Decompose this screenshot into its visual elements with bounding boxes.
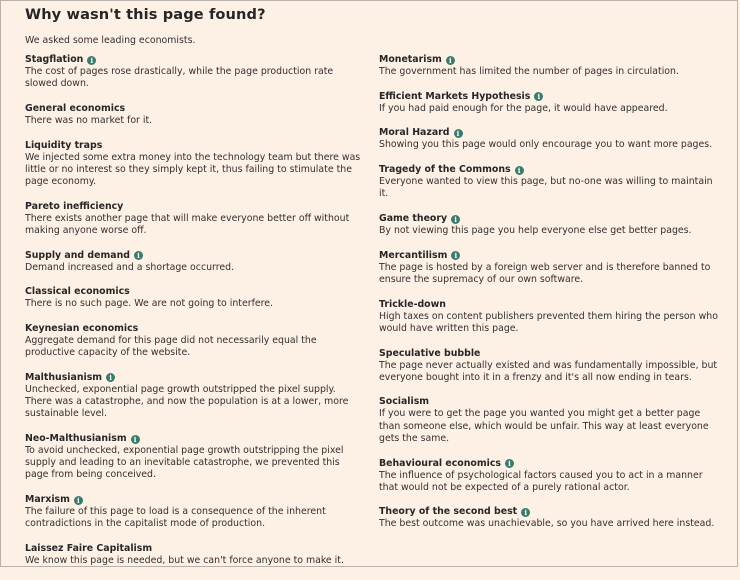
info-icon[interactable]: i bbox=[505, 459, 514, 468]
entry-term bbox=[379, 164, 719, 176]
entry-term-label: Trickle-down bbox=[379, 298, 446, 310]
entry-description: Demand increased and a shortage occurred. bbox=[25, 261, 235, 273]
entry-term bbox=[25, 323, 365, 335]
entry-term-label: Moral Hazard bbox=[379, 127, 450, 139]
entry-pareto-inefficiency bbox=[25, 201, 365, 237]
entry-term bbox=[379, 127, 719, 139]
entry-speculative-bubble bbox=[379, 348, 719, 384]
entry-term-label: Marxism bbox=[25, 494, 70, 506]
entry-term bbox=[25, 54, 365, 66]
entry-term-label: Pareto inefficiency bbox=[25, 200, 124, 212]
entry-description: To avoid unchecked, exponential page growth outstripping the pixel supply and leading to an inevitable catastrophe, we prevented this page from being conceived. bbox=[25, 445, 344, 481]
entry-term-label: Supply and demand bbox=[25, 249, 130, 261]
page-intro: We asked some leading economists. bbox=[25, 35, 196, 46]
entry-term-label: General economics bbox=[25, 102, 126, 114]
entry-description: We injected some extra money into the technology team but there was little or no interest so they simply kept it, thus failing to stimulate the page economy. bbox=[25, 151, 361, 188]
info-icon[interactable]: i bbox=[74, 496, 83, 505]
info-icon[interactable]: i bbox=[451, 215, 460, 224]
entry-term-label: Keynesian economics bbox=[25, 323, 139, 335]
entry-term-label: Theory of the second best bbox=[379, 506, 518, 518]
entry-term-label: Tragedy of the Commons bbox=[379, 164, 511, 176]
entry-term-label: Socialism bbox=[379, 396, 430, 408]
error-page bbox=[25, 6, 725, 567]
info-icon[interactable]: i bbox=[451, 251, 460, 260]
entry-keynesian-economics bbox=[25, 323, 365, 359]
info-icon[interactable]: i bbox=[446, 56, 455, 65]
entry-term-label: Neo-Malthusianism bbox=[25, 433, 127, 445]
entry-description: The page never actually existed and was fundamentally impossible, but everyone bought into it in a frenzy and it's all now ending in tears. bbox=[379, 359, 718, 383]
entry-term-label: Mercantilism bbox=[379, 249, 448, 261]
entry-term bbox=[379, 91, 719, 103]
entry-term bbox=[379, 458, 719, 470]
entry-neo-malthusianism bbox=[25, 433, 365, 482]
entry-liquidity-traps bbox=[25, 140, 365, 189]
entry-description: Everyone wanted to view this page, but no-one was willing to maintain it. bbox=[379, 176, 713, 200]
entry-term bbox=[25, 250, 365, 262]
info-icon[interactable]: i bbox=[521, 508, 530, 517]
entry-classical-economics bbox=[25, 286, 365, 310]
entry-term bbox=[25, 433, 365, 445]
entry-description: The page is hosted by a foreign web server and is therefore banned to ensure the supremacy of our own software. bbox=[379, 261, 711, 285]
entry-stagflation bbox=[25, 54, 365, 90]
info-icon[interactable]: i bbox=[87, 56, 96, 65]
entry-term bbox=[25, 543, 365, 555]
entry-term bbox=[25, 494, 365, 506]
entry-socialism bbox=[379, 396, 719, 445]
entry-description: There is no such page. We are not going to interfere. bbox=[25, 298, 274, 310]
entry-behavioural-economics bbox=[379, 458, 719, 494]
right-column bbox=[379, 54, 719, 543]
entry-description: The best outcome was unachievable, so you have arrived here instead. bbox=[379, 518, 715, 530]
entry-description: By not viewing this page you help everyone else get better pages. bbox=[379, 225, 692, 237]
entry-description: There exists another page that will make everyone better off without making anyone worse off. bbox=[25, 212, 350, 236]
entry-description: If you were to get the page you wanted you might get a better page than someone else, which would be unfair. This way at least everyone gets the same. bbox=[379, 408, 709, 444]
entry-mercantilism bbox=[379, 250, 719, 286]
info-icon[interactable]: i bbox=[131, 435, 140, 444]
entry-description: The influence of psychological factors caused you to act in a manner that would not be expected of a purely rational actor. bbox=[379, 469, 703, 493]
info-icon[interactable]: i bbox=[106, 373, 115, 382]
entry-term-label: Speculative bubble bbox=[379, 347, 481, 359]
entry-description: Showing you this page would only encourage you to want more pages. bbox=[379, 139, 713, 151]
entry-term bbox=[25, 286, 365, 298]
entry-term-label: Classical economics bbox=[25, 286, 130, 298]
entry-description: Unchecked, exponential page growth outstripped the pixel supply. There was a catastrophe, and now the population is at a lower, more sustainable level. bbox=[25, 383, 349, 420]
entry-description: High taxes on content publishers prevented them hiring the person who would have written this page. bbox=[379, 310, 718, 334]
entry-description: If you had paid enough for the page, it would have appeared. bbox=[379, 102, 668, 114]
entry-malthusianism bbox=[25, 372, 365, 421]
entry-term bbox=[379, 250, 719, 262]
entry-laissez-faire-capitalism bbox=[25, 543, 365, 567]
entry-term bbox=[379, 213, 719, 225]
entry-description: The government has limited the number of pages in circulation. bbox=[379, 66, 679, 77]
entry-term bbox=[379, 54, 719, 66]
entry-term bbox=[25, 372, 365, 384]
info-icon[interactable]: i bbox=[134, 251, 143, 260]
entry-efficient-markets-hypothesis bbox=[379, 91, 719, 115]
entry-description: There was no market for it. bbox=[25, 114, 153, 126]
entry-term-label: Efficient Markets Hypothesis bbox=[379, 90, 531, 102]
entry-marxism bbox=[25, 494, 365, 530]
entry-term-label: Monetarism bbox=[379, 54, 442, 65]
entry-trickle-down bbox=[379, 299, 719, 335]
page-title: Why wasn't this page found? bbox=[25, 6, 266, 23]
entry-term bbox=[25, 140, 365, 152]
entry-description: The failure of this page to load is a consequence of the inherent contradictions in the capitalist mode of production. bbox=[25, 506, 326, 530]
entry-game-theory bbox=[379, 213, 719, 237]
info-icon[interactable]: i bbox=[454, 129, 463, 138]
entry-term bbox=[379, 348, 719, 360]
entry-term bbox=[379, 396, 719, 408]
info-icon[interactable]: i bbox=[515, 166, 524, 175]
entry-term-label: Laissez Faire Capitalism bbox=[25, 543, 153, 555]
entry-term-label: Game theory bbox=[379, 213, 448, 225]
entry-tragedy-of-the-commons bbox=[379, 164, 719, 200]
entry-moral-hazard bbox=[379, 127, 719, 151]
entry-term-label: Malthusianism bbox=[25, 371, 103, 383]
entry-term-label: Behavioural economics bbox=[379, 457, 501, 469]
entry-description: The cost of pages rose drastically, while the page production rate slowed down. bbox=[25, 66, 334, 90]
entry-general-economics bbox=[25, 103, 365, 127]
entry-supply-and-demand bbox=[25, 250, 365, 274]
entry-theory-of-the-second-best bbox=[379, 506, 719, 530]
entry-description: We know this page is needed, but we can't force anyone to make it. bbox=[25, 555, 344, 567]
left-column bbox=[25, 54, 365, 580]
entry-term-label: Stagflation bbox=[25, 54, 84, 65]
entry-description: Aggregate demand for this page did not necessarily equal the productive capacity of the website. bbox=[25, 335, 317, 359]
entry-term bbox=[379, 506, 719, 518]
entry-term-label: Liquidity traps bbox=[25, 139, 103, 151]
info-icon[interactable]: i bbox=[534, 92, 543, 101]
entry-term bbox=[25, 201, 365, 213]
entry-monetarism bbox=[379, 54, 719, 78]
entry-term bbox=[25, 103, 365, 115]
entry-term bbox=[379, 299, 719, 311]
